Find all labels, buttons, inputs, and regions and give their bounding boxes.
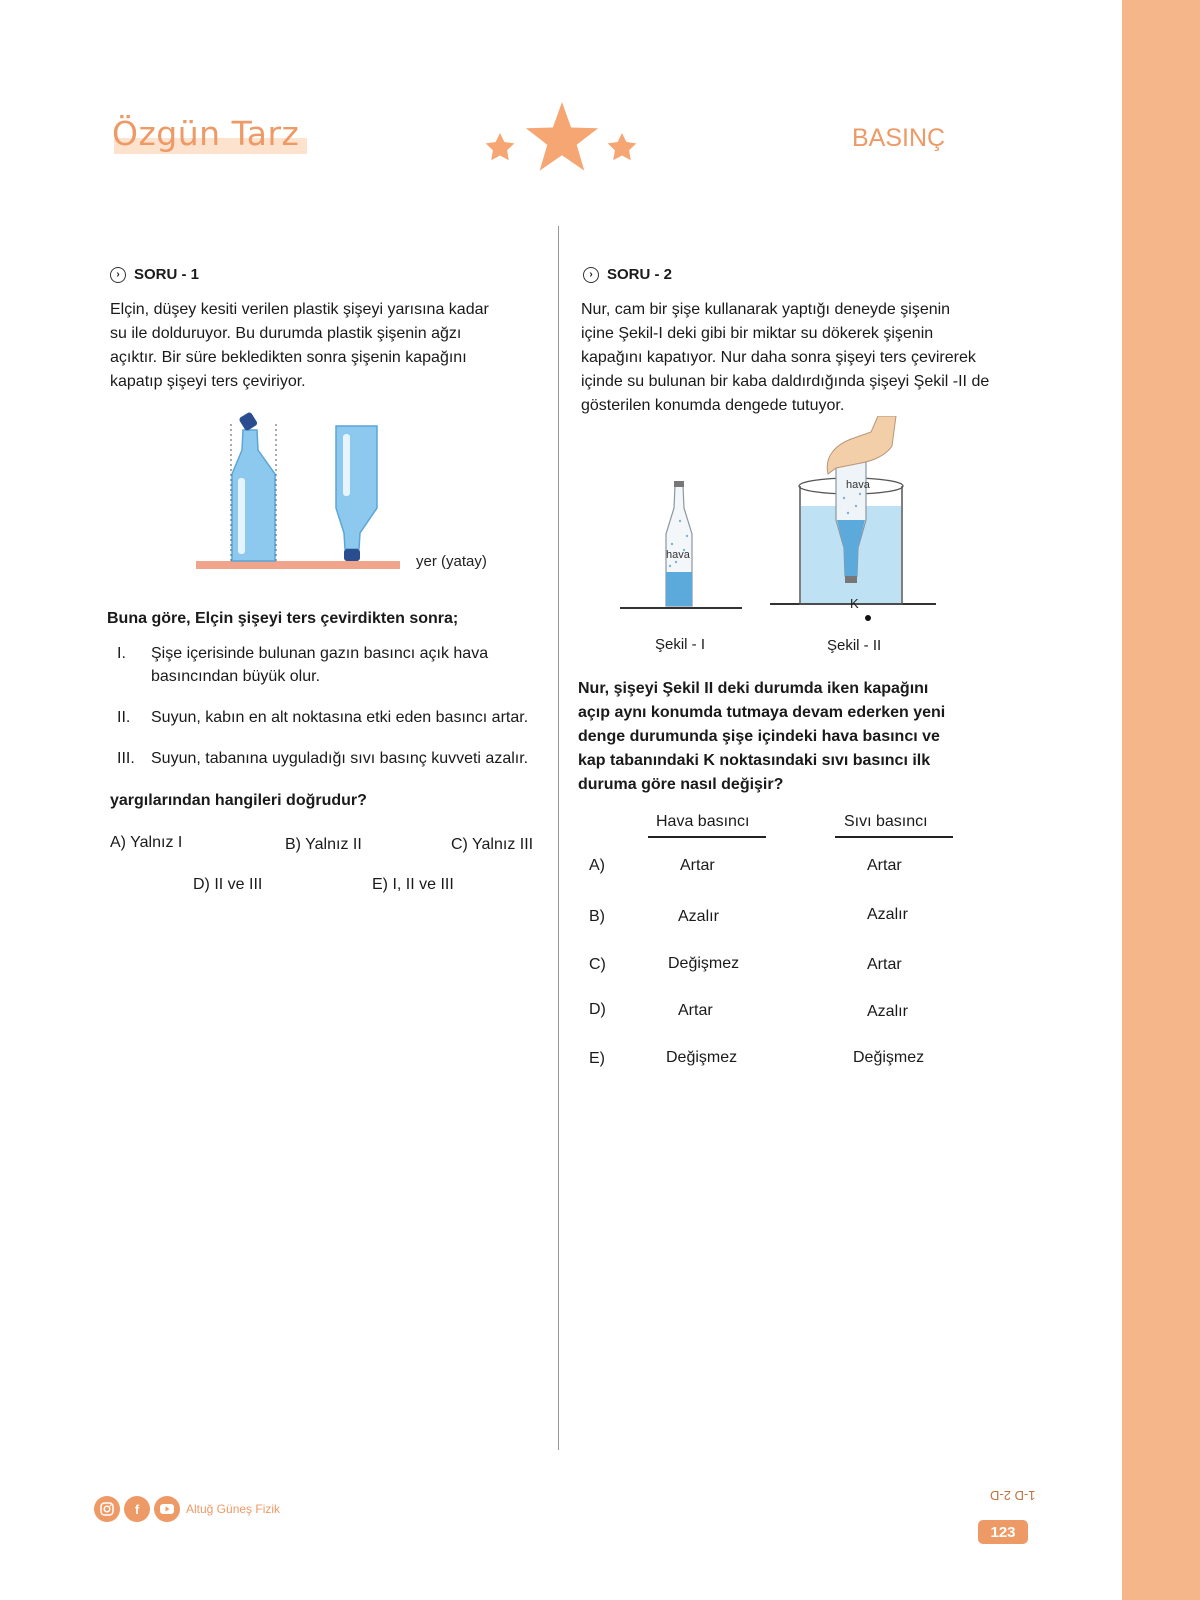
table-cell-air: Artar xyxy=(678,1002,713,1019)
option-d[interactable]: D) II ve III xyxy=(193,876,263,893)
topic-title: BASINÇ xyxy=(852,124,946,152)
point-k xyxy=(865,615,871,621)
caption-fig1: Şekil - I xyxy=(655,636,706,653)
q2-question-line: Nur, şişeyi Şekil II deki durumda iken kapağını xyxy=(578,680,929,697)
brand-title: Özgün Tarz xyxy=(112,114,300,153)
bottle-cap xyxy=(674,481,684,487)
q1-header xyxy=(110,266,199,283)
youtube-icon[interactable] xyxy=(154,1496,180,1522)
social-name[interactable]: Altuğ Güneş Fizik xyxy=(186,1502,281,1516)
q2-question-line: kap tabanındaki K noktasındaki sıvı basıncı ilk xyxy=(578,752,931,769)
q1-figure xyxy=(190,408,520,578)
q2-label: SORU - 2 xyxy=(607,266,673,283)
answer-key-code: 1-D 2-D xyxy=(990,1488,1036,1503)
star-icon xyxy=(608,133,637,160)
chevron-right-icon: › xyxy=(110,267,126,283)
q1-intro-line: Elçin, düşey kesiti verilen plastik şişeyi yarısına kadar xyxy=(110,301,489,318)
fig2-air-label: hava xyxy=(846,479,870,491)
q2-question-line: açıp aynı konumda tutmaya devam ederken yeni xyxy=(578,704,946,721)
q2-intro-line: kapağını kapatıyor. Nur daha sonra şişeyi ters çevirerek xyxy=(581,349,976,366)
q1-statement xyxy=(117,747,557,771)
bottle-water xyxy=(666,572,692,606)
table-cell-air: Değişmez xyxy=(668,955,740,972)
facebook-icon[interactable]: f xyxy=(124,1496,150,1522)
answer-option-c[interactable]: C) xyxy=(589,956,606,973)
table-cell-liquid: Azalır xyxy=(867,906,908,923)
page-number: 123 xyxy=(978,1520,1028,1544)
q2-question xyxy=(578,677,945,797)
table-cell-liquid: Değişmez xyxy=(853,1049,925,1066)
bottle-highlight xyxy=(343,434,350,496)
instagram-icon[interactable] xyxy=(94,1496,120,1522)
statement-line: Suyun, kabın en alt noktasına etki eden basıncı artar. xyxy=(151,709,529,726)
option-e[interactable]: E) I, II ve III xyxy=(372,876,454,893)
answer-option-d[interactable]: D) xyxy=(589,1001,606,1018)
q1-intro xyxy=(110,298,489,394)
answer-option-b[interactable]: B) xyxy=(589,908,605,925)
table-cell-liquid: Azalır xyxy=(867,1003,908,1020)
answer-option-a[interactable]: A) xyxy=(589,857,605,874)
bottle-highlight xyxy=(238,478,245,554)
q2-intro xyxy=(581,298,989,418)
q2-question-line: denge durumunda şişe içindeki hava basıncı ve xyxy=(578,728,940,745)
statement-line: Suyun, tabanına uyguladığı sıvı basınç kuvveti azalır. xyxy=(151,750,529,767)
table-cell-liquid: Artar xyxy=(867,857,902,874)
q1-intro-line: su ile dolduruyor. Bu durumda plastik şişenin ağzı xyxy=(110,325,462,342)
statement-text xyxy=(151,642,488,688)
column-divider xyxy=(558,226,559,1450)
answer-option-e[interactable]: E) xyxy=(589,1050,605,1067)
inverted-bottle xyxy=(336,426,377,549)
statement-number: I. xyxy=(117,645,126,662)
q1-statement xyxy=(117,706,557,730)
q2-question-line: duruma göre nasıl değişir? xyxy=(578,776,784,793)
table-header-air: Hava basıncı xyxy=(656,813,750,830)
point-k-label: K xyxy=(850,596,859,611)
star-icon xyxy=(486,133,515,160)
q2-figure xyxy=(616,416,956,656)
table-cell-air: Artar xyxy=(680,857,715,874)
table-cell-air: Değişmez xyxy=(666,1049,738,1066)
statement-number: III. xyxy=(117,750,135,767)
q2-intro-line: Nur, cam bir şişe kullanarak yaptığı deneyde şişenin xyxy=(581,301,951,318)
q1-statement xyxy=(117,642,547,690)
star-icon xyxy=(526,102,598,171)
ground-label: yer (yatay) xyxy=(416,553,487,570)
table-header-liquid: Sıvı basıncı xyxy=(844,813,928,830)
option-b[interactable]: B) Yalnız II xyxy=(285,836,362,853)
q1-intro-line: açıktır. Bir süre bekledikten sonra şişenin kapağını xyxy=(110,349,467,366)
star-icon-group xyxy=(480,98,640,180)
ground-bar xyxy=(196,561,400,569)
q1-intro-line: kapatıp şişeyi ters çeviriyor. xyxy=(110,373,306,390)
q1-prompt: yargılarından hangileri doğrudur? xyxy=(110,792,367,809)
bottle-cap xyxy=(238,411,258,431)
fig1-air-label: hava xyxy=(666,549,690,561)
chevron-right-icon: › xyxy=(583,267,599,283)
table-cell-air: Azalır xyxy=(678,908,719,925)
statement-number: II. xyxy=(117,709,131,726)
statement-line: Şişe içerisinde bulunan gazın basıncı açık hava xyxy=(151,645,489,662)
q2-header xyxy=(583,266,672,283)
q2-intro-line: içinde su bulunan bir kaba daldırdığında şişeyi Şekil -II de xyxy=(581,373,990,390)
q2-intro-line: içine Şekil-I deki gibi bir miktar su dökerek şişenin xyxy=(581,325,934,342)
table-header-rule xyxy=(648,836,766,838)
bottle-cap xyxy=(845,576,857,583)
table-header-rule xyxy=(835,836,953,838)
q1-label: SORU - 1 xyxy=(134,266,200,283)
caption-fig2: Şekil - II xyxy=(827,637,882,654)
q1-question: Buna göre, Elçin şişeyi ters çevirdikten sonra; xyxy=(107,610,459,627)
option-c[interactable]: C) Yalnız III xyxy=(451,836,534,853)
side-stripe xyxy=(1122,0,1200,1600)
bottle-cap xyxy=(344,549,360,561)
table-cell-liquid: Artar xyxy=(867,956,902,973)
q2-intro-line: gösterilen konumda dengede tutuyor. xyxy=(581,397,845,414)
option-a[interactable]: A) Yalnız I xyxy=(110,834,183,851)
statement-line: basıncından büyük olur. xyxy=(151,668,321,685)
